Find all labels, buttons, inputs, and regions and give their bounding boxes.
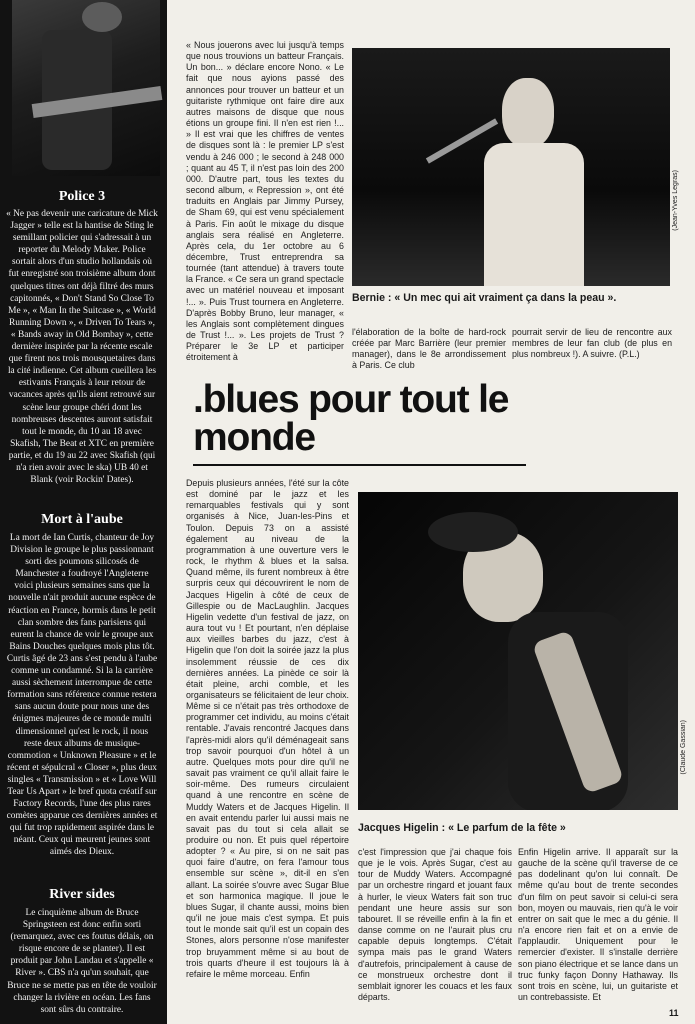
left-column (0, 0, 167, 1024)
headline: .blues pour tout le monde (193, 378, 509, 459)
trust-column-1: « Nous jouerons avec lui jusqu'à temps que nous trouvions un batteur Français. Un bon... » déclare encore Nono. « Le fait que nous ayions passé des annonces pour trouver un batteur et un guitariste rythmique ont faire dire aux autres maisons de disque que nous étions un groupe fini. Il n'en est rien !... » Il est vrai que les chiffres de ventes de disques sont là : le premier LP s'est vendu à 246 000 ; le second à 248 000 ; quant au 45 T, il n'est pas loin des 200 000. D'autre part, tous les textes du second album, « Repression », ont été traduits en Anglais par Jimmy Pursey, de Sham 69, qui est venu spécialement à Paris. Fin août le mixage du disque anglais sera réalisé en Angleterre. Après cela, du 1er octobre au 6 décembre, Trust entreprendra sa tournée (tant attendue) à travers toute la France. « Ce sera un grand spectacle avec un matériel nouveau et imposant !... ». Puis Trust tournera en Angleterre. D'après Bobby Bruno, leur manager, « les Anglais sont complètement dingues de Trust !... ». Les projets de Trust ? Préparer le 3e LP et participer étroitement à (186, 40, 344, 363)
higelin-caption: Jacques Higelin : « Le parfum de la fête » (358, 822, 566, 834)
blues-column-3: Enfin Higelin arrive. Il apparaît sur la gauche de la scène qu'il traverse de ce pas dodelinant qu'on lui connaît. De même qu'au bout de trente secondes d'un film on peut savoir si celui-ci sera bon, moyen ou mauvais, rien qu'à le voir entrer on sait que le mec a du génie. Il n'a encore rien fait et on a envie de l'applaudir. Uniquement pour le remercier d'exister. Il s'installe derrière son piano électrique et se lance dans un truc funky façon Donny Hathaway. Ils sont trois en scène, lui, un guitariste et un contrebassiste. Et (518, 847, 678, 1003)
river-sides-text: Le cinquième album de Bruce Springsteen est donc enfin sorti (remarquez, avec ces foutus délais, on risque encore de se planter). Il est produit par John Landau et s'appelle « River ». CBS n'a qu'un souhait, que Bruce ne se mette pas en tête de vouloir changer la rivière en océan. Les fans sont sûrs du contraire. (7, 908, 157, 1015)
higelin-photo-credit: (Claude Gassian) (680, 720, 687, 775)
bernie-photo-credit: (Jean-Yves Legras) (672, 170, 679, 231)
higelin-photo (358, 492, 678, 810)
police-3-title: Police 3 (58, 189, 106, 204)
blues-column-2: c'est l'impression que j'ai chaque fois que je le vois. Après Sugar, c'est au tour de Muddy Waters. Accompagné par un orchestre ringard et jouant faux à hurler, le vieux Waters fait son truc pendant une heure assis sur son tabouret. Il se réveille enfin à la fin et danse comme on ne l'aurait plus cru capable depuis longtemps. C'était sympa mais pas le grand Waters d'autrefois, principalement à cause de ce monstrueux orchestre dont il semblait ignorer les couacs et les faux départs. (358, 847, 512, 1003)
police-3-text: « Ne pas devenir une caricature de Mick Jagger » telle est la hantise de Sting le semillant policier qui s'adressait à un reporter du Melody Maker. Police sortait alors d'un studio hollandais où fut enregistré son troisième album dont quelques titres ont déjà filtré des murs capitonnés, « Don't Stand So Close To Me », « Man In the Suitcase », « World Running Down », « Driven To Tears », « Bands away in Old Bombay », cette dernière inspirée par la récente escale que firent nos trois mousquetaires dans la cité indienne. Cet album cueillera les estivants Français à leur retour de vacances après qu'ils aient retrouvé sur scène leur groupe chéri dont les nombreuses descentes auront satisfait tout le monde, du 10 au 18 avec Skafish, The Beat et XTC en première partie, et du 19 au 22 avec Skafish (qui n'a rien avoir avec le ska) UB 40 et Blank (voir Rockin' Dates). (6, 209, 158, 486)
trust-column-2: l'élaboration de la boîte de hard-rock créée par Marc Barrière (leur premier manager), dans le 8e arrondissement à Paris. Ce club (352, 327, 506, 371)
river-sides-title: River sides (49, 887, 115, 902)
trust-column-3: pourrait servir de lieu de rencontre aux membres de leur fan club (de plus en plus nombreux !). A suivre. (P.L.) (512, 327, 672, 360)
bernie-photo (352, 48, 670, 286)
bernie-caption: Bernie : « Un mec qui ait vraiment ça dans la peau ». (352, 292, 617, 304)
police-photo (12, 0, 160, 176)
headline-rule (193, 464, 526, 466)
page-number: 11 (669, 1008, 679, 1018)
mort-a-laube-text: La mort de Ian Curtis, chanteur de Joy Division le groupe le plus passionnant sorti des poumons silicosés de Manchester a foudroyé l'Angleterre voici plusieurs semaines sans que la nouvelle n'ait produit aucune espèce de réaction en France, hormis dans le petit clan sombre des fans parisiens qui eurent la chance de voir le groupe aux Bains Douches quelques mois plus tôt. Curtis âgé de 23 ans s'est pendu à l'aube comme un condamné. Si la la carrière aussi sèchement interrompue de cette formation sans référence connue restera sans aucun doute pour nous une des énigmes majeures de ce monde multi dimensionnel qu'est le rock, il nous reste deux albums de musique-commotion « Unknown Pleasure » et le récent et sépulcral « Closer », plus deux singles « Transmission » et « Love Will Tear Us Apart » le bref quota créatif sur Factory Records, l'une des plus rares comètes apparue ces dernières années et qui fut trop rapidement aspirée dans le néant. Ceux qui meurent jeunes sont aimés des Dieux. (6, 533, 158, 858)
mort-a-laube-title: Mort à l'aube (41, 512, 123, 527)
blues-column-1: Depuis plusieurs années, l'été sur la côte est dominé par le jazz et les remarquables festivals qui y sont organisés à Nice, Juan-les-Pins et Toulon. Depuis 73 on a assisté également au niveau de la programmation à une ouverture vers le rock, le rhythm & blues et la salsa. Quand même, ils furent nombreux à être surpris ceux qui découvrirent le nom de Jacques Higelin à côté de ceux de Gillespie ou de MacLaughlin. Jacques Higelin vedette d'un festival de jazz, on aura tout vu ! Et pourtant, n'en déplaise aux vieilles barbes du jazz, c'est à Higelin que l'on doit la soirée jazz la plus insolemment réussie de ces dix dernières années. La pinède ce soir là était pleine, archi comble, et les organisateurs se félicitaient de leur choix. Même si ce n'était pas très orthodoxe de programmer cet individu, au moins c'était rentable. J'avais rencontré Jacques dans l'après-midi alors qu'il déménageait sans trop savoir pourquoi d'un hôtel à un autre. Quelques mots pour dire qu'il ne savait pas vraiment ce qu'il allait faire le soir-même. Des rumeurs circulaient quand à une rencontre en scène de Muddy Waters et de Jacques Higelin. Il en avait entendu parler lui aussi mais ne savait pas du tout si cela allait se produire ou non. Et puis quel répertoire adopter ? « Au pire, si on ne sait pas quoi faire d'autre, on fera l'amour tous ensemble sur scène », dit-il en s'en allant. La soirée s'ouvre avec Sugar Blue et son harmonica magique. Il joue le blues Sugar, il chante aussi, moins bien qu'il ne joue mais c'est sympa. Et puis tout le monde sait qu'il est un copain des Stones, alors personne n'ose manifester trop bruyamment même si au bout de trois quarts d'heure il est toujours là à refaire le même morceau. Enfin (186, 478, 349, 979)
